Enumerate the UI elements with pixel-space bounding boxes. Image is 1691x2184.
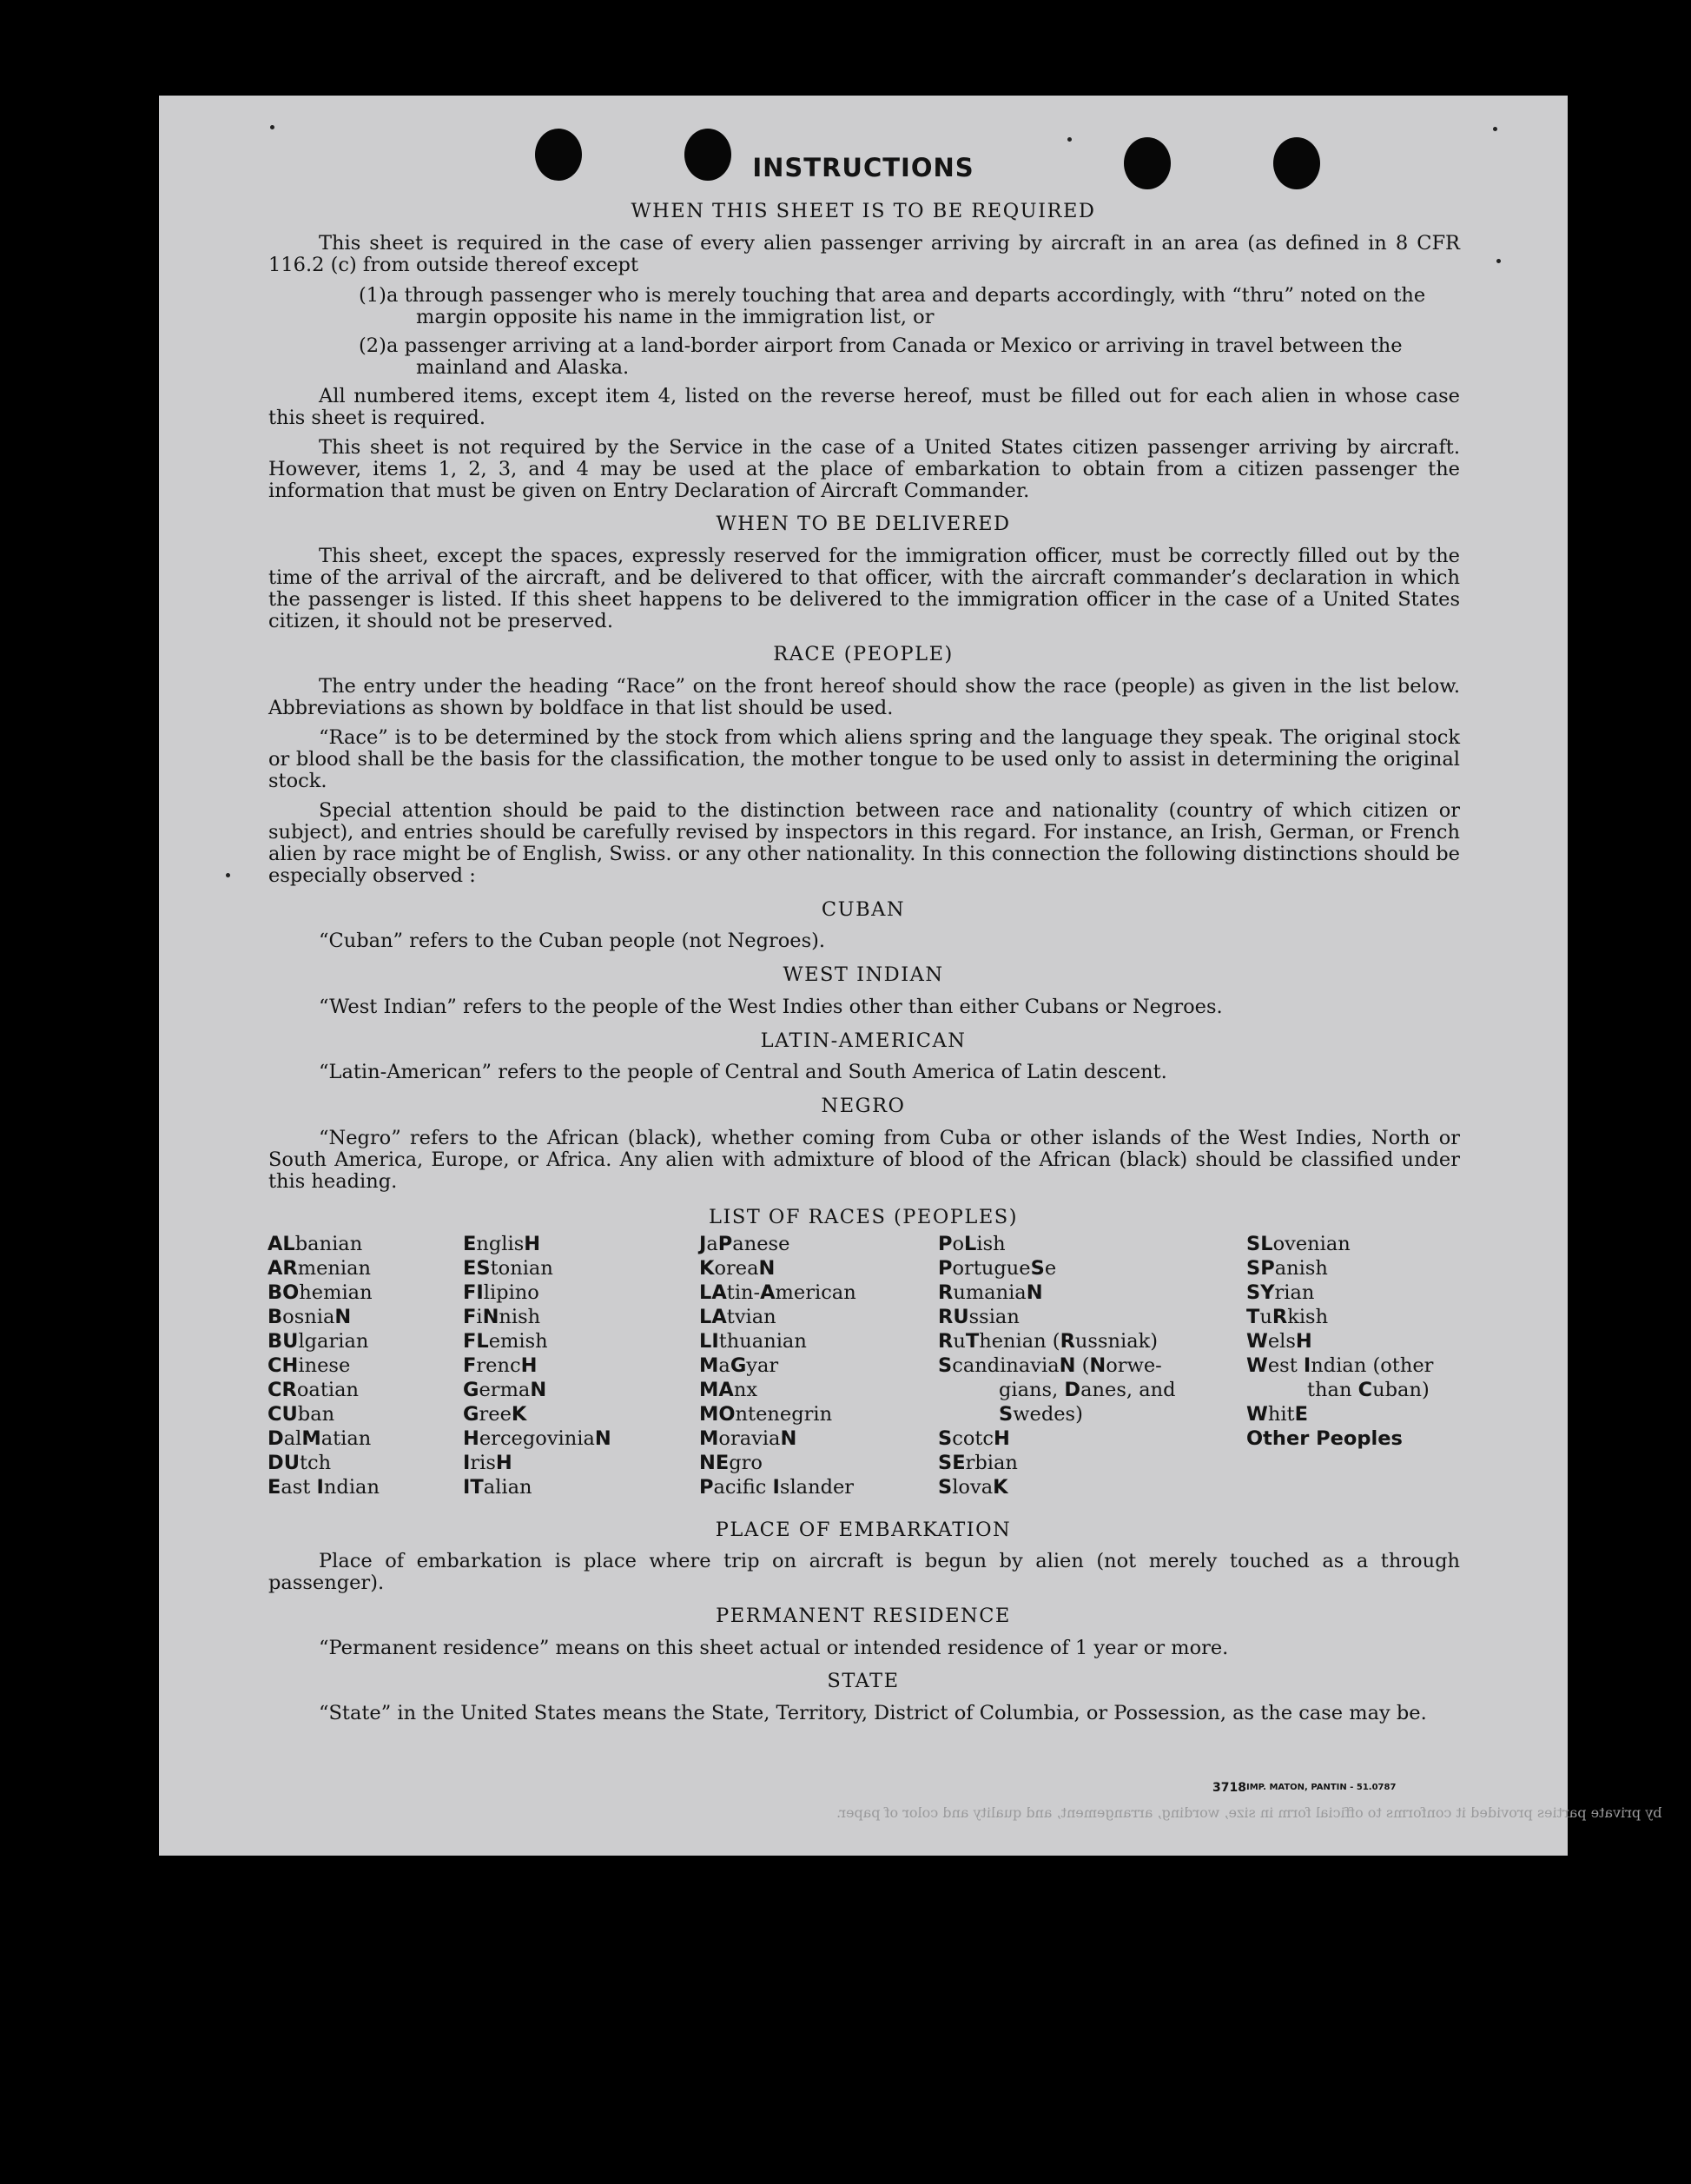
race-entry: BosniaN — [268, 1306, 352, 1328]
paragraph: “West Indian” refers to the people of the West Indies other than either Cubans or Negroes. — [319, 996, 1223, 1018]
race-entry: ALbanian — [268, 1233, 363, 1255]
heading-west-indian: WEST INDIAN — [783, 963, 944, 986]
race-entry: than Cuban) — [1307, 1379, 1430, 1401]
race-entry: RumaniaN — [938, 1281, 1043, 1304]
paragraph: Special attention should be paid to the distinction between race and nationality (country of which citizen or subject), and entries should be carefully revised by inspectors in this regard. For instance, an Irish, German, or French alien by race might be of English, Swiss. or any other nationality. In this connection the following distinctions should be especially observed : — [268, 799, 1460, 887]
footer-form-code: 3718 — [1212, 1781, 1246, 1795]
races-column — [463, 1232, 611, 1499]
paragraph: “Negro” refers to the African (black), whether coming from Cuba or other islands of the West Indies, North or South America, Europe, or Africa. Any alien with admixture of blood of the African (black) should be classified under this heading. — [268, 1127, 1460, 1193]
races-column — [268, 1232, 380, 1499]
race-entry: ITalian — [463, 1476, 532, 1499]
paragraph: This sheet is not required by the Service in the case of a United States citizen passenger arriving by aircraft. However, items 1, 2, 3, and 4 may be used at the place of embarkation to obtain from a citizen passenger the information that must be given on Entry Declaration of Aircraft Commander. — [268, 436, 1460, 502]
paragraph: “State” in the United States means the State, Territory, District of Columbia, or Possession, as the case may be. — [319, 1702, 1427, 1724]
race-entry: ScotcH — [938, 1427, 1010, 1450]
race-entry: GermaN — [463, 1379, 547, 1401]
heading-when-delivered: WHEN TO BE DELIVERED — [716, 513, 1011, 535]
race-entry: TuRkish — [1246, 1306, 1329, 1328]
list-item-number: (1) — [359, 284, 386, 307]
paragraph: This sheet, except the spaces, expressly reserved for the immigration officer, must be correctly filled out by the time of the arrival of the aircraft, and be delivered to that officer, with the aircraft commander’s declaration in which the passenger is listed. If this sheet happens to be delivered to the immigration officer in the case of a United States citizen, it should not be preserved. — [268, 545, 1460, 632]
list-item — [359, 284, 1460, 328]
paragraph: “Latin-American” refers to the people of Central and South America of Latin descent. — [319, 1061, 1167, 1083]
race-entry: Swedes) — [999, 1403, 1083, 1426]
heading-embarkation: PLACE OF EMBARKATION — [715, 1519, 1012, 1541]
race-entry: SlovaK — [938, 1476, 1008, 1499]
paragraph: “Cuban” refers to the Cuban people (not Negroes). — [319, 930, 826, 952]
paragraph: Place of embarkation is place where trip on aircraft is begun by alien (not merely touched as a through passenger). — [268, 1550, 1460, 1594]
speck — [226, 873, 230, 877]
heading-race: RACE (PEOPLE) — [773, 643, 954, 665]
race-entry: FrencH — [463, 1354, 538, 1377]
race-entry: PoLish — [938, 1233, 1006, 1255]
race-entry: PortugueSe — [938, 1257, 1057, 1280]
list-item-text: a passenger arriving at a land-border airport from Canada or Mexico or arriving in travel between the mainland and Alaska. — [386, 334, 1403, 379]
race-entry: CRoatian — [268, 1379, 359, 1401]
race-entry: ARmenian — [268, 1257, 372, 1280]
bleed-through-text: by private parties provided it conforms to official form in size, wording, arrangement, and quality and color of paper. — [836, 1804, 1662, 1821]
race-entry: DUtch — [268, 1452, 332, 1474]
footer-printer: IMP. MATON, PANTIN - 51.0787 — [1246, 1783, 1397, 1792]
race-entry: LAtvian — [699, 1306, 776, 1328]
race-entry: JaPanese — [699, 1233, 790, 1255]
race-entry: ScandinaviaN (Norwe- — [938, 1354, 1162, 1377]
race-entry: Pacifc Islander — [699, 1476, 855, 1499]
race-entry: BUlgarian — [268, 1330, 369, 1353]
speck — [1493, 127, 1497, 131]
list-item-text: a through passenger who is merely touching that area and departs accordingly, with “thru” noted on the margin opposite his name in the immigration list, or — [386, 284, 1426, 328]
heading-when-required: WHEN THIS SHEET IS TO BE REQUIRED — [631, 200, 1096, 222]
race-entry: FLemish — [463, 1330, 548, 1353]
speck — [1496, 259, 1501, 263]
speck — [1067, 137, 1072, 142]
heading-negro: NEGRO — [821, 1095, 906, 1117]
race-entry: MoraviaN — [699, 1427, 797, 1450]
race-entry: gians, Danes, and — [999, 1379, 1176, 1401]
race-entry: CUban — [268, 1403, 335, 1426]
race-entry: RuThenian (Russniak) — [938, 1330, 1159, 1353]
heading-permanent-residence: PERMANENT RESIDENCE — [716, 1605, 1011, 1627]
race-entry: RUssian — [938, 1306, 1020, 1328]
race-entry: MAnx — [699, 1379, 758, 1401]
race-entry: EnglisH — [463, 1233, 541, 1255]
race-entry: CHinese — [268, 1354, 351, 1377]
race-entry: DalMatian — [268, 1427, 372, 1450]
race-entry: FIlipino — [463, 1281, 539, 1304]
race-entry: SPanish — [1246, 1257, 1328, 1280]
race-entry: SLovenian — [1246, 1233, 1351, 1255]
race-entry: BOhemian — [268, 1281, 373, 1304]
form-sheet — [159, 96, 1662, 1856]
speck — [270, 125, 274, 129]
race-entry: WhitE — [1246, 1403, 1308, 1426]
heading-cuban: CUBAN — [821, 898, 906, 921]
page-title: INSTRUCTIONS — [752, 153, 974, 182]
race-entry: Other Peoples — [1246, 1427, 1403, 1450]
list-item — [359, 334, 1460, 379]
race-entry: WelsH — [1246, 1330, 1312, 1353]
race-entry: East Indian — [268, 1476, 380, 1499]
race-entry: FiNnish — [463, 1306, 541, 1328]
race-entry: MOntenegrin — [699, 1403, 833, 1426]
race-entry: NEgro — [699, 1452, 763, 1474]
race-entry: West Indian (other — [1246, 1354, 1434, 1377]
paragraph: “Race” is to be determined by the stock from which aliens spring and the language they speak. The original stock or blood shall be the basis for the classification, the mother tongue to be used only to assist in determining the original stock. — [268, 726, 1460, 792]
paragraph: All numbered items, except item 4, listed on the reverse hereof, must be filled out for each alien in whose case this sheet is required. — [268, 385, 1460, 429]
race-entry: HercegoviniaN — [463, 1427, 611, 1450]
paragraph: This sheet is required in the case of every alien passenger arriving by aircraft in an area (as defined in 8 CFR 116.2 (c) from outside thereof except — [268, 232, 1460, 276]
races-column — [1246, 1232, 1433, 1451]
heading-latin-american: LATIN-AMERICAN — [760, 1029, 967, 1052]
paragraph: The entry under the heading “Race” on the front hereof should show the race (people) as given in the list below. Abbreviations as shown by boldface in that list should be used. — [268, 675, 1460, 719]
race-entry: GreeK — [463, 1403, 527, 1426]
races-column — [699, 1232, 856, 1499]
race-entry: MaGyar — [699, 1354, 779, 1377]
race-entry: KoreaN — [699, 1257, 776, 1280]
list-item-number: (2) — [359, 334, 386, 357]
race-entry: LIthuanian — [699, 1330, 807, 1353]
race-entry: EStonian — [463, 1257, 553, 1280]
races-column — [938, 1232, 1176, 1499]
race-entry: SYrian — [1246, 1281, 1315, 1304]
race-entry: IrisH — [463, 1452, 512, 1474]
paragraph: “Permanent residence” means on this sheet actual or intended residence of 1 year or more. — [319, 1637, 1229, 1659]
heading-list-of-races: LIST OF RACES (PEOPLES) — [709, 1206, 1018, 1228]
race-entry: SErbian — [938, 1452, 1018, 1474]
race-entry: LAtin-American — [699, 1281, 856, 1304]
heading-state: STATE — [827, 1670, 900, 1692]
